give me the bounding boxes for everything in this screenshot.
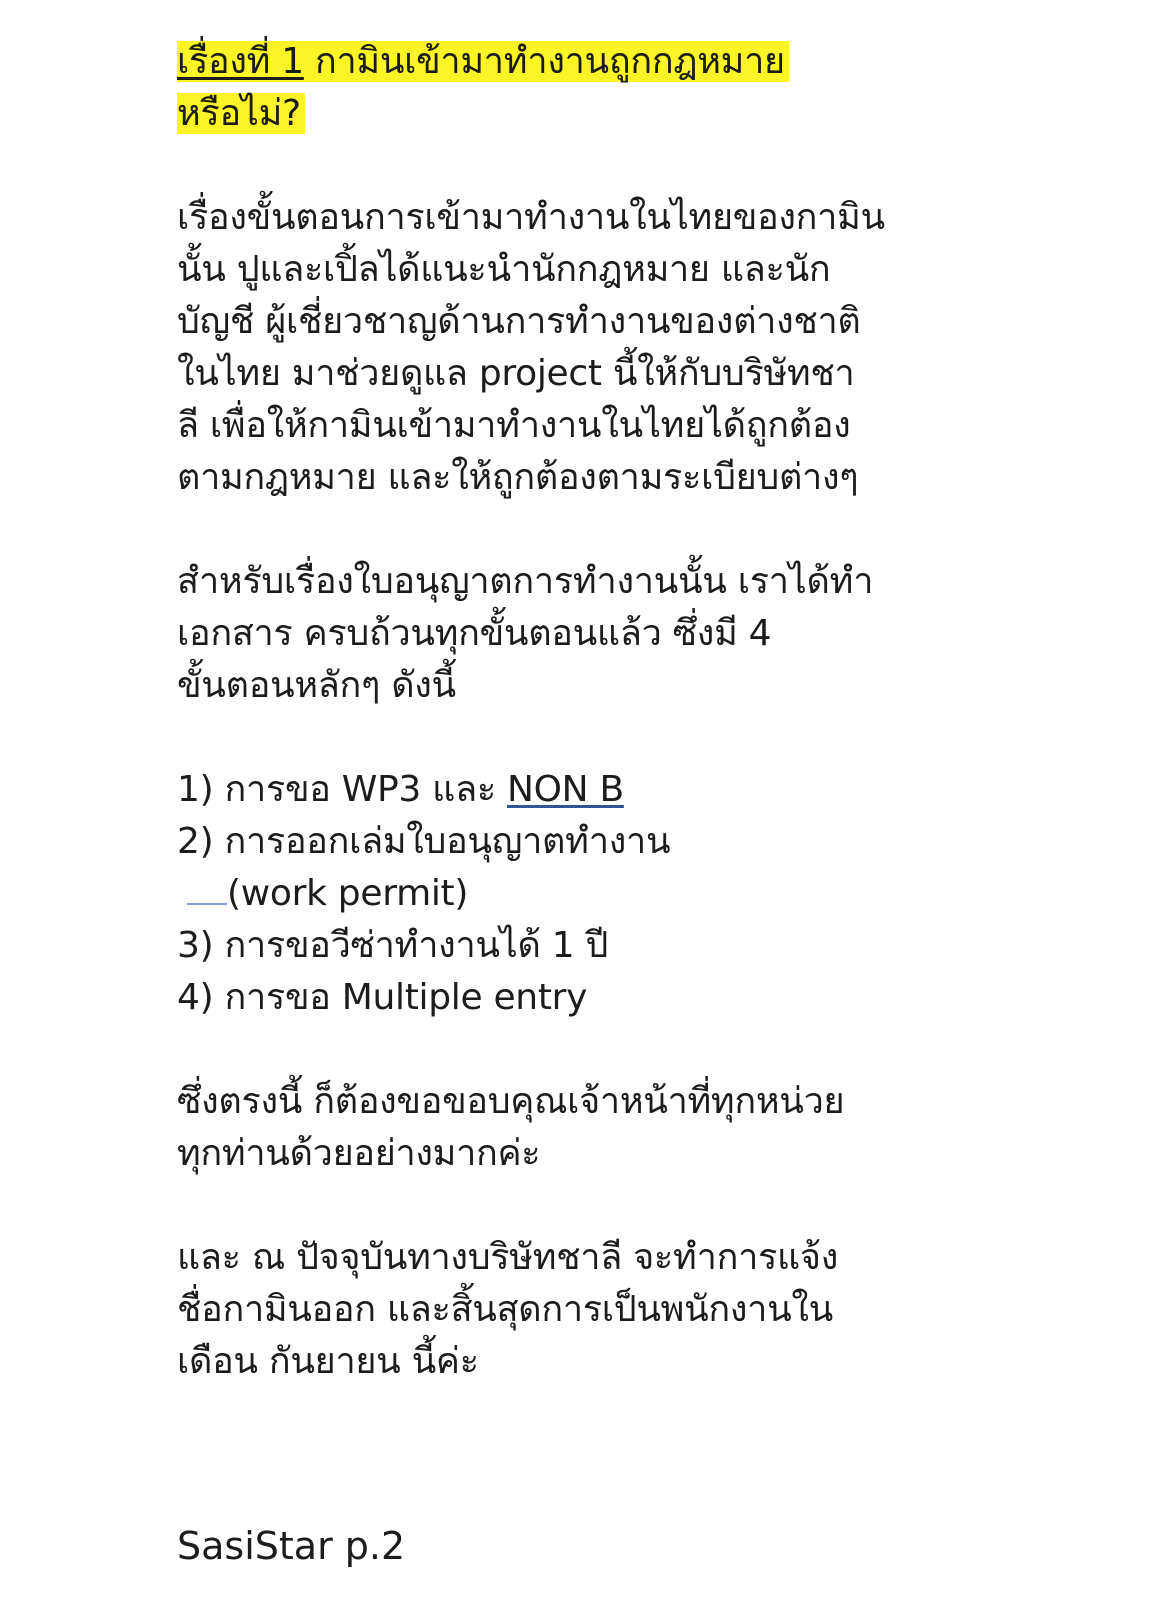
para3-line: ทุกท่านด้วยอย่างมากค่ะ (177, 1133, 541, 1174)
step-1-text: 1) การขอ WP3 และ (177, 769, 508, 810)
indent-marker (187, 869, 227, 905)
heading-line-2 (177, 88, 1037, 140)
heading-highlight (177, 41, 789, 82)
spacer (177, 1024, 1037, 1076)
para1-line: เรื่องขั้นตอนการเข้ามาทำงานในไทยของกามิน (177, 197, 885, 238)
non-b-link[interactable]: NON B (507, 769, 624, 810)
step-2-continued-text: (work permit) (227, 873, 469, 914)
para2-line: ขั้นตอนหลักๆ ดังนี้ (177, 665, 456, 706)
para4-line: เดือน กันยายน นี้ค่ะ (177, 1341, 479, 1382)
heading-title-part2: หรือไม่? (177, 93, 305, 134)
step-4: 4) การขอ Multiple entry (177, 977, 588, 1018)
para3-line: ซึ่งตรงนี้ ก็ต้องขอขอบคุณเจ้าหน้าที่ทุกหน่วย (177, 1081, 845, 1122)
para1-line: ลี เพื่อให้กามินเข้ามาทำงานในไทยได้ถูกต้อง (177, 405, 851, 446)
spacer (177, 712, 1037, 764)
para4-line: และ ณ ปัจจุบันทางบริษัทชาลี จะทำการแจ้ง (177, 1237, 839, 1278)
spacer (177, 1180, 1037, 1232)
heading-line-1 (177, 36, 1037, 88)
para2-line: สำหรับเรื่องใบอนุญาตการทำงานนั้น เราได้ทำ (177, 561, 874, 602)
step-3: 3) การขอวีซ่าทำงานได้ 1 ปี (177, 925, 609, 966)
document-body (177, 36, 1037, 1388)
heading-prefix: เรื่องที่ 1 (177, 41, 304, 82)
para1-line: นั้น ปูและเปิ้ลได้แนะนำนักกฎหมาย และนัก (177, 249, 831, 290)
step-1 (177, 764, 1037, 816)
signature: SasiStar p.2 (177, 1524, 406, 1568)
step-2-continued (177, 868, 1037, 920)
spacer (177, 140, 1037, 192)
para1-line: ในไทย มาช่วยดูแล project นี้ให้กับบริษัทชา (177, 353, 855, 394)
para1-line: บัญชี ผู้เชี่ยวชาญด้านการทำงานของต่างชาติ (177, 301, 861, 342)
para2-line: เอกสาร ครบถ้วนทุกขั้นตอนแล้ว ซึ่งมี 4 (177, 613, 772, 654)
heading-title-part1: กามินเข้ามาทำงานถูกกฎหมาย (303, 41, 785, 82)
step-2: 2) การออกเล่มใบอนุญาตทำงาน (177, 821, 671, 862)
para1-line: ตามกฎหมาย และให้ถูกต้องตามระเบียบต่างๆ (177, 457, 859, 498)
spacer (177, 504, 1037, 556)
para4-line: ชื่อกามินออก และสิ้นสุดการเป็นพนักงานใน (177, 1289, 833, 1330)
